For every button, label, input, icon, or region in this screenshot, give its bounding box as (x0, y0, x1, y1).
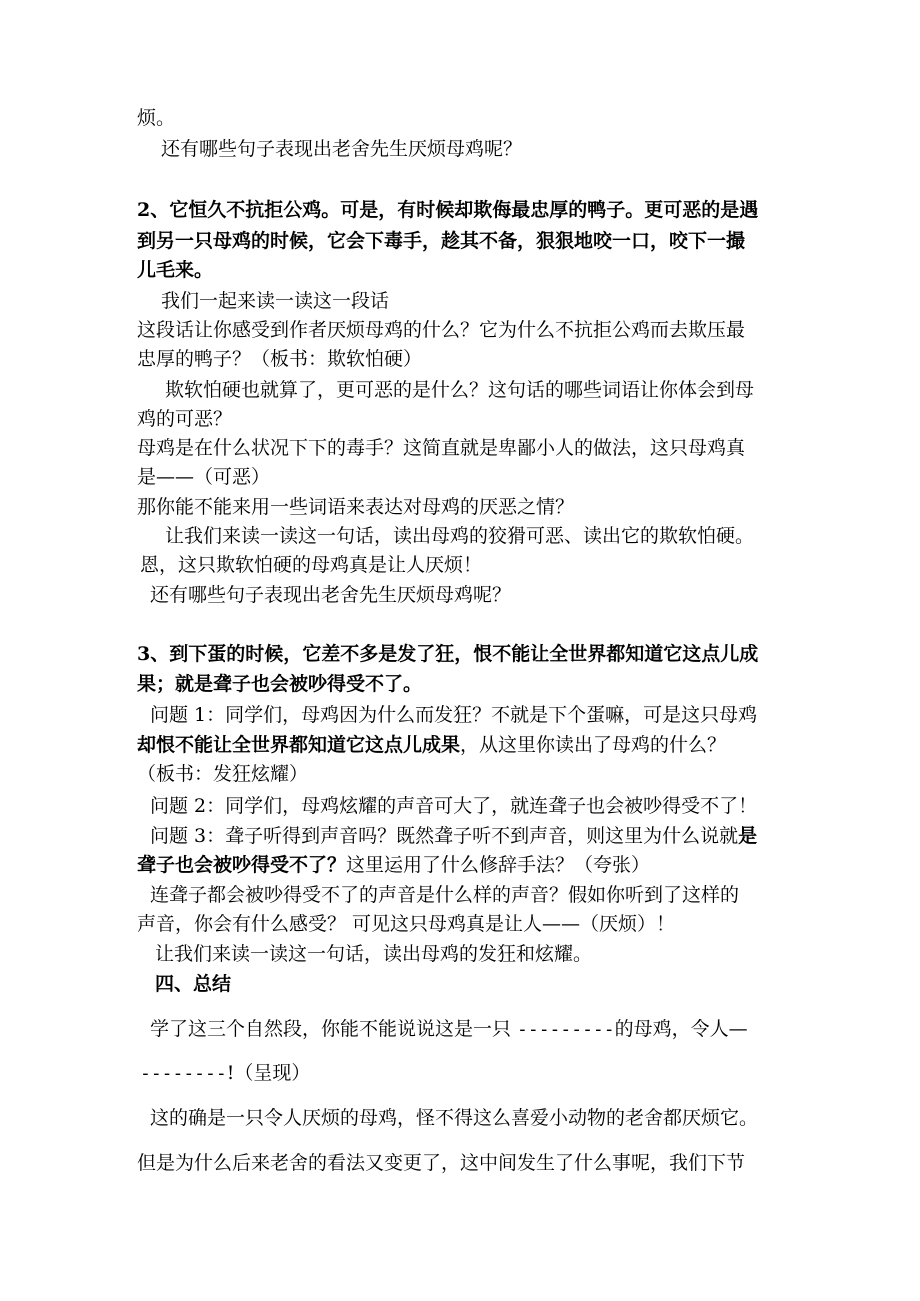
quote-line: 2、它恒久不抗拒公鸡。可是，有时候却欺侮最忠厚的鸭子。更可恶的是遇 (137, 199, 759, 221)
text-line: 还有哪些句子表现出老舍先生厌烦母鸡呢？ (161, 138, 523, 160)
text-line (137, 732, 726, 758)
text-line: 我们一起来读一读这一段话 (161, 290, 390, 312)
blank-dashes: --------- (517, 1019, 615, 1040)
text-line: 烦。 (137, 107, 176, 129)
text-line: 母鸡是在什么状况下下的毒手？这简直就是卑鄙小人的做法，这只母鸡真 (137, 437, 746, 459)
text-span: 这里运用了什么修辞手法？（夸张） (346, 854, 651, 876)
text-line: 这的确是一只令人厌烦的母鸡，怪不得这么喜爱小动物的老舍都厌烦它。 (150, 1107, 759, 1129)
text-line: 那你能不能来用一些词语来表达对母鸡的厌恶之情？ (137, 496, 575, 518)
text-line (140, 1060, 310, 1087)
text-line: 是——（可恶） (137, 466, 271, 488)
text-line: 声音，你会有什么感受？ 可见这只母鸡真是让人——（厌烦）！ (137, 913, 676, 935)
blank-dashes: -------- (140, 1063, 227, 1084)
text-line: 还有哪些句子表现出老舍先生厌烦母鸡呢？ (150, 584, 512, 606)
text-line: 欺软怕硬也就算了，更可恶的是什么？这句话的哪些词语让你体会到母 (165, 379, 755, 401)
text-line: 问题 1：同学们，母鸡因为什么而发狂？不就是下个蛋嘛，可是这只母鸡 (150, 704, 758, 726)
text-line: 但是为什么后来老舍的看法又变更了，这中间发生了什么事呢，我们下节 (137, 1152, 746, 1174)
text-line: 问题 2：同学们，母鸡炫耀的声音可大了，就连聋子也会被吵得受不了！ (150, 795, 758, 817)
text-line: 连聋子都会被吵得受不了的声音是什么样的声音？假如你听到了这样的 (150, 884, 740, 906)
text-line (150, 1016, 748, 1043)
quote-line: 儿毛来。 (137, 259, 214, 281)
text-span: 问题 3：聋子听得到声音吗？既然聋子听不到声音，则这里为什么说就 (150, 825, 739, 847)
text-line: （板书：发狂炫耀） (137, 763, 309, 785)
text-span: 的母鸡，令人— (614, 1018, 748, 1040)
text-span: ，从这里你读出了母鸡的什么？ (460, 734, 727, 756)
emphasis-text: 聋子也会被吵得受不了？ (137, 854, 347, 876)
quote-line: 果；就是聋子也会被吵得受不了。 (137, 673, 423, 695)
text-line: 这段话让你感受到作者厌烦母鸡的什么？它为什么不抗拒公鸡而去欺压最 (137, 319, 746, 341)
text-line (150, 823, 757, 849)
text-line (137, 852, 650, 878)
quote-line: 到另一只母鸡的时候，它会下毒手，趁其不备，狠狠地咬一口，咬下一撮 (137, 230, 746, 252)
text-span: !（呈现） (226, 1062, 311, 1084)
text-line: 恩，这只欺软怕硬的母鸡真是让人厌烦！ (140, 554, 483, 576)
section-heading: 四、总结 (155, 973, 232, 995)
text-line: 忠厚的鸭子？（板书：欺软怕硬） (137, 348, 423, 370)
emphasis-text: 却恨不能让全世界都知道它这点儿成果 (137, 734, 461, 756)
emphasis-text: 是 (738, 825, 758, 847)
text-line: 让我们来读一读这一句话，读出母鸡的发狂和炫耀。 (155, 943, 593, 965)
text-span: 学了这三个自然段，你能不能说说这是一只 (150, 1018, 518, 1040)
quote-line: 3、到下蛋的时候，它差不多是发了狂，恨不能让全世界都知道它这点儿成 (137, 643, 759, 665)
text-line: 让我们来读一读这一句话，读出母鸡的狡猾可恶、读出它的欺软怕硬。 (165, 525, 755, 547)
text-line: 鸡的可恶？ (137, 408, 233, 430)
